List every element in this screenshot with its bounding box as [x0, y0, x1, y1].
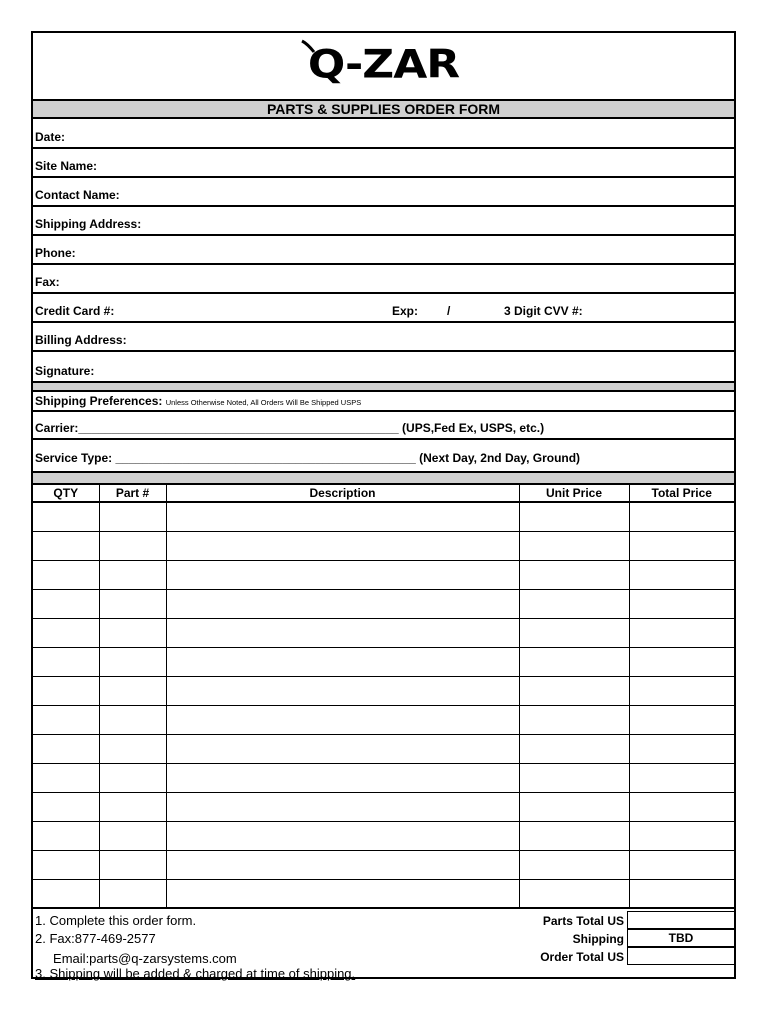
part-number-cell[interactable] [99, 590, 166, 619]
col-qty: QTY [33, 484, 99, 502]
total-price-cell[interactable] [629, 880, 734, 909]
qty-cell[interactable] [33, 793, 99, 822]
unit-price-cell[interactable] [519, 793, 629, 822]
parts-total-label: Parts Total US [542, 914, 624, 928]
qty-cell[interactable] [33, 735, 99, 764]
service-type-label: Service Type: _____________________________________________ (Next Day, 2nd Day, Ground) [35, 451, 581, 465]
form-title: PARTS & SUPPLIES ORDER FORM [33, 99, 734, 119]
total-price-cell[interactable] [629, 532, 734, 561]
shipping-total-value: TBD [627, 929, 734, 947]
shipping-address-row[interactable] [33, 207, 734, 236]
table-row [33, 502, 734, 532]
order-form [31, 31, 736, 979]
description-cell[interactable] [166, 764, 519, 793]
qty-cell[interactable] [33, 677, 99, 706]
part-number-cell[interactable] [99, 880, 166, 909]
total-price-cell[interactable] [629, 851, 734, 880]
total-price-cell[interactable] [629, 648, 734, 677]
col-part-number: Part # [99, 484, 166, 502]
shipping-address-label: Shipping Address: [35, 217, 142, 231]
qty-cell[interactable] [33, 764, 99, 793]
description-cell[interactable] [166, 793, 519, 822]
instruction-1: 1. Complete this order form. [35, 913, 197, 928]
shipping-preferences-row [33, 392, 734, 412]
service-type-row[interactable] [33, 440, 734, 471]
description-cell[interactable] [166, 619, 519, 648]
divider-band [33, 381, 734, 392]
order-total-label: Order Total US [540, 950, 624, 964]
exp-slash: / [447, 304, 451, 318]
total-price-cell[interactable] [629, 502, 734, 532]
date-label: Date: [35, 130, 66, 144]
part-number-cell[interactable] [99, 764, 166, 793]
footer [33, 907, 734, 979]
unit-price-cell[interactable] [519, 764, 629, 793]
table-row [33, 561, 734, 590]
description-cell[interactable] [166, 677, 519, 706]
carrier-row[interactable] [33, 412, 734, 440]
total-price-cell[interactable] [629, 764, 734, 793]
total-price-cell[interactable] [629, 735, 734, 764]
carrier-label: Carrier:________________________________________________ (UPS,Fed Ex, USPS, etc.) [35, 421, 545, 435]
description-cell[interactable] [166, 502, 519, 532]
contact-name-label: Contact Name: [35, 188, 120, 202]
table-row [33, 793, 734, 822]
qty-cell[interactable] [33, 706, 99, 735]
billing-address-row[interactable] [33, 323, 734, 352]
description-cell[interactable] [166, 735, 519, 764]
instruction-3: 3. Shipping will be added & charged at time of shipping. [35, 966, 356, 981]
col-description: Description [166, 484, 519, 502]
signature-row[interactable] [33, 352, 734, 381]
part-number-cell[interactable] [99, 706, 166, 735]
divider-band-2 [33, 471, 734, 483]
cvv-label: 3 Digit CVV #: [504, 304, 583, 318]
table-row [33, 735, 734, 764]
table-row [33, 880, 734, 909]
shipping-preferences-text [35, 394, 361, 408]
qty-cell[interactable] [33, 619, 99, 648]
unit-price-cell[interactable] [519, 590, 629, 619]
qty-cell[interactable] [33, 561, 99, 590]
part-number-cell[interactable] [99, 648, 166, 677]
total-price-cell[interactable] [629, 590, 734, 619]
qty-cell[interactable] [33, 851, 99, 880]
billing-address-label: Billing Address: [35, 333, 127, 347]
qty-cell[interactable] [33, 532, 99, 561]
description-cell[interactable] [166, 532, 519, 561]
part-number-cell[interactable] [99, 822, 166, 851]
logo [33, 33, 734, 99]
unit-price-cell[interactable] [519, 822, 629, 851]
table-header-row [33, 484, 734, 502]
fax-label: Fax: [35, 275, 60, 289]
table-row [33, 822, 734, 851]
total-price-cell[interactable] [629, 677, 734, 706]
part-number-cell[interactable] [99, 851, 166, 880]
part-number-cell[interactable] [99, 793, 166, 822]
table-row [33, 677, 734, 706]
unit-price-cell[interactable] [519, 880, 629, 909]
instruction-2: 2. Fax:877-469-2577 [35, 931, 156, 946]
site-name-row[interactable] [33, 149, 734, 178]
unit-price-cell[interactable] [519, 851, 629, 880]
contact-name-row[interactable] [33, 178, 734, 207]
date-row[interactable] [33, 119, 734, 149]
description-cell[interactable] [166, 880, 519, 909]
credit-card-label: Credit Card #: [35, 304, 115, 318]
description-cell[interactable] [166, 706, 519, 735]
col-total-price: Total Price [629, 484, 734, 502]
total-price-cell[interactable] [629, 561, 734, 590]
description-cell[interactable] [166, 561, 519, 590]
table-row [33, 619, 734, 648]
part-number-cell[interactable] [99, 677, 166, 706]
col-unit-price: Unit Price [519, 484, 629, 502]
parts-total-field[interactable] [627, 911, 734, 929]
qty-cell[interactable] [33, 822, 99, 851]
unit-price-cell[interactable] [519, 677, 629, 706]
unit-price-cell[interactable] [519, 706, 629, 735]
table-row [33, 590, 734, 619]
unit-price-cell[interactable] [519, 532, 629, 561]
part-number-cell[interactable] [99, 735, 166, 764]
fax-row[interactable] [33, 265, 734, 294]
phone-label: Phone: [35, 246, 76, 260]
phone-row[interactable] [33, 236, 734, 265]
order-total-field[interactable] [627, 947, 734, 965]
exp-label: Exp: [392, 304, 419, 318]
part-number-cell[interactable] [99, 619, 166, 648]
qty-cell[interactable] [33, 880, 99, 909]
total-price-cell[interactable] [629, 793, 734, 822]
instruction-email: Email:parts@q-zarsystems.com [35, 951, 237, 966]
total-price-cell[interactable] [629, 619, 734, 648]
shipping-preferences-label: Shipping Preferences: [35, 394, 163, 408]
description-cell[interactable] [166, 822, 519, 851]
description-cell[interactable] [166, 648, 519, 677]
qty-cell[interactable] [33, 648, 99, 677]
credit-card-row[interactable] [33, 294, 734, 323]
table-row [33, 851, 734, 880]
part-number-cell[interactable] [99, 532, 166, 561]
unit-price-cell[interactable] [519, 561, 629, 590]
unit-price-cell[interactable] [519, 502, 629, 532]
shipping-total-label: Shipping [572, 932, 624, 946]
description-cell[interactable] [166, 851, 519, 880]
total-price-cell[interactable] [629, 822, 734, 851]
table-row [33, 706, 734, 735]
qty-cell[interactable] [33, 590, 99, 619]
signature-label: Signature: [35, 364, 95, 378]
unit-price-cell[interactable] [519, 619, 629, 648]
table-row [33, 532, 734, 561]
unit-price-cell[interactable] [519, 648, 629, 677]
total-price-cell[interactable] [629, 706, 734, 735]
part-number-cell[interactable] [99, 561, 166, 590]
part-number-cell[interactable] [99, 502, 166, 532]
unit-price-cell[interactable] [519, 735, 629, 764]
table-row [33, 648, 734, 677]
items-table [33, 483, 734, 909]
table-row [33, 764, 734, 793]
site-name-label: Site Name: [35, 159, 98, 173]
logo-text: Q-ZAR [307, 41, 460, 88]
shipping-note: Unless Otherwise Noted, All Orders Will Be Shipped USPS [165, 398, 362, 407]
qty-cell[interactable] [33, 502, 99, 532]
description-cell[interactable] [166, 590, 519, 619]
